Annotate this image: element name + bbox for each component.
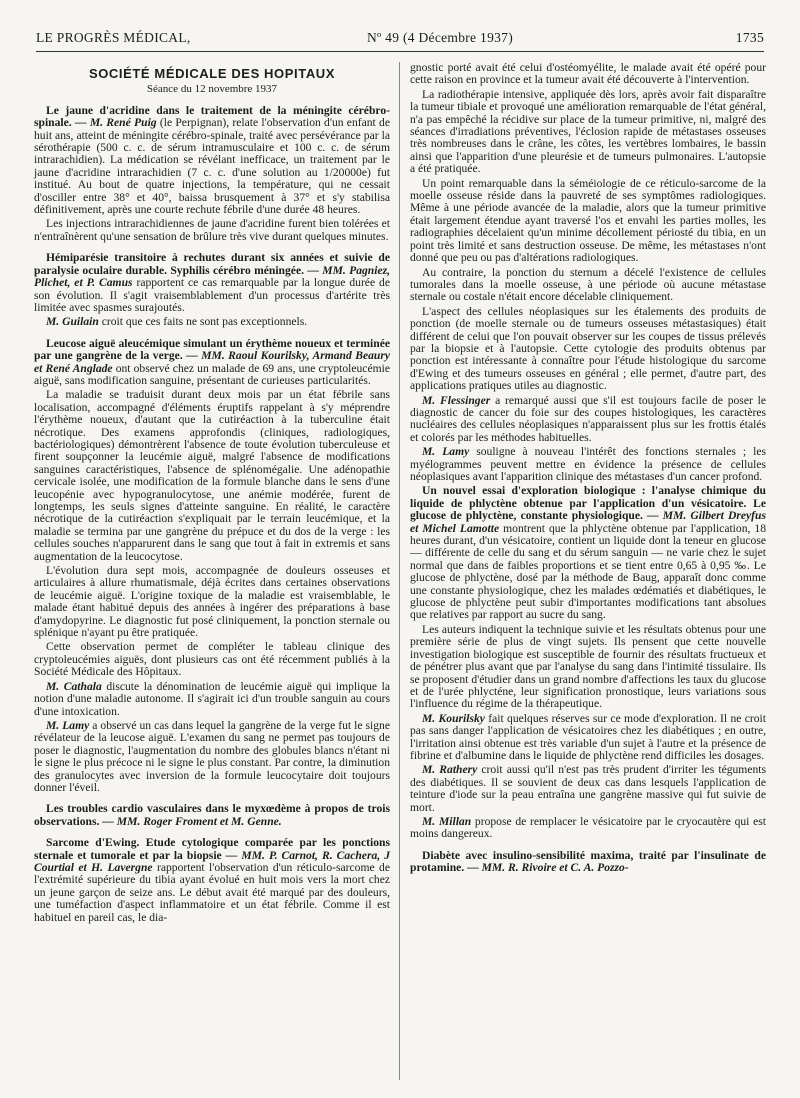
article-paragraph: La maladie se traduisit durant deux mois par un état fébrile sans localisation, accompagné d'éléments éruptifs rappelant à s'y méprendre l'érythème noueux, d'autant que la cutiréaction à la tuberculine était nécrotique. Des examens approfondis (cliniques, radiologiques, bactériologiques) démontrèrent l'absence de toute évolution tuberculeuse et firent soupçonner la leucémie aiguë, malgré l'absence de modifications sanguines caractéristiques, l'absence de splénomégalie. Une adénopathie cervicale isolée, une modification de la formule blanche dans le sens d'une leucopénie avec hypogranulocytose, une anémie modérée, furent de longtemps, les seuls signes d'atteinte sanguine. En réalité, le caractère nécrotique de la cutiréaction s'expliquait par le terrain leucémique, et la maladie se termina par une gangrène du prépuce et du dos de la verge : les cellules souches n'apparurent dans le sang que tout à fait in extremis et sans augmentation de la leucocytose. (34, 388, 390, 563)
left-column (34, 62, 390, 926)
article-body: rapportent ce cas remarquable par la longue durée de son évolution. Il s'agit vraisemblablement d'un processus d'artérite très limitée avec spasmes surajoutés. (34, 276, 390, 314)
discussant-name: M. Kourilsky (422, 711, 485, 725)
article-paragraph: Les auteurs indiquent la technique suivie et les résultats obtenus pour une première série de plus de vingt sujets. Ils pensent que cette nouvelle investigation biologique est susceptible de fournir des résultats fructueux et de pénétrer plus avant que par l'analyse du sang dans l'intimité tissulaire. Ils se proposent d'étudier dans un grand nombre d'affections les taux du glucose et de l'urée phlycténe, leur signification pronostique, leurs variations sous l'influence du régime de la thérapeutique. (410, 622, 766, 711)
article-authors: — M. René Puig (74, 116, 157, 130)
column-divider (399, 62, 400, 1080)
article-paragraph (410, 764, 766, 814)
article-myxoedeme (34, 803, 390, 828)
article-paragraph: L'aspect des cellules néoplasiques sur les étalements des produits de ponction (de moelle sternale ou de tumeurs osseuses métastasiques) était différent de celui que l'on pouvait observer sur les coupes de tissus prélevés par la biopsie et à l'autopsie. Cette cytologie des produits obtenus par ponction est intéressante à connaître pour l'étude histologique du sarcome d'Ewing et des tumeurs osseuses en général ; elle permet, d'autre part, des applications pratiques utiles au diagnostic. (410, 304, 766, 393)
article-body: (le Perpignan), relate l'observation d'un enfant de huit ans, atteint de méningite cérébro-spinale, traité avec persévérance par la sérothérapie (500 c. c. de sérum intramusculaire et 100 c. c. de sérum intrarachidien). La médication se révélant inefficace, un traitement par le jaune d'acridine intrarachidien (7 c. c. d'une solution au 1/20000e) fut institué. Au bout de quatre injections, la température, qui ne cessait d'osciller entre 38° et 40°, baissa brusquement à 37° et s'y stabilisa définitivement, après une courte rechute fébrile d'une durée 48 heures. (34, 116, 390, 217)
article-authors: — MM. Pagniez, Plichet, et P. Camus (34, 263, 391, 290)
discussant-name: M. Rathery (422, 763, 478, 777)
article-ewing (34, 837, 390, 924)
discussant-name: M. Lamy (46, 718, 90, 732)
discussion-text: croit que ces faits ne sont pas exceptionnels. (98, 315, 308, 329)
article-paragraph (34, 837, 390, 924)
article-paragraph: Un point remarquable dans la séméiologie de ce réticulo-sarcome de la moelle osseuse réside dans la pauvreté de ses symptômes radiologiques. Même à une période avancée de la maladie, alors que la tumeur primitive était largement étendue ayant traversé l'os et envahi les parties molles, les radiographies décelaient qu'un minime décollement périosté du tibia, en un point très limité et sans destruction osseuse. De même, les métastases n'ont donné que peu ou pas d'altérations radiologiques. (410, 176, 766, 265)
article-paragraph (34, 338, 390, 388)
article-paragraph: L'évolution dura sept mois, accompagnée de douleurs osseuses et articulaires à allure rhumatismale, déjà écrites dans certaines observations de leucémie aiguë. L'origine toxique de la maladie est vraisemblable, le malade étant habitué depuis des années à ingérer des préparations à base d'amydopyrine. Le diagnostic fut posé cliniquement, la ponction sternale ou splénique n'ayant pu être pratiquée. (34, 564, 390, 640)
article-paragraph (34, 720, 390, 794)
article-paragraph: Cette observation permet de compléter le tableau clinique des cryptoleucémies aiguës, dont plusieurs cas ont été récemment publiés à la Société Médicale des Hôpitaux. (34, 640, 390, 679)
article-hemiparesie (34, 252, 390, 328)
discussion-text: propose de remplacer le vésicatoire par le cryocautère qui est moins dangereux. (410, 814, 767, 841)
discussion-text: croit aussi qu'il n'est pas très prudent d'irriter les téguments des diabétiques. Il se souvient de deux cas dans lesquels l'application de teinture d'iode sur la peau entraîna une gangrène massive qui fut suivie de mort. (410, 763, 766, 814)
discussion-text: discute la dénomination de leucémie aiguë qui implique la notion d'une maladie autonome. Il s'agirait ici d'un trouble sanguin au cours d'une intoxication. (34, 679, 390, 718)
article-body: rapportent l'observation d'un réticulo-sarcome de l'extrémité supérieure du tibia ayant évolué en huit mois vers la mort chez un jeune garçon de seize ans. Le début avait été marqué par des douleurs, une tuméfaction d'aspect inflammatoire et un état fébrile. Comme il est habituel en pareil cas, le dia- (34, 860, 390, 924)
article-title: Le jaune d'acridine dans le traitement de la méningite cérébro-spinale. (34, 103, 390, 130)
page-number: 1735 (735, 30, 764, 45)
journal-title: LE PROGRÈS MÉDICAL, (36, 30, 191, 45)
article-body: montrent que la phlyctène obtenue par l'application, 18 heures durant, d'un vésicatoire, contient un liquide dont la teneur en glucose — différente de celle du sang et du sérum sanguin — ne varie chez le sujet normal que dans de faibles proportions et se tient entre 0,65 à 0,95 ‰. Le glucose de phlyctène, dosé par la méthode de Baug, apparaît donc comme une constante physiologique, chez les malades œdématiés et diabétiques, le glucose de phlyctène peut subir d'importantes modifications tant absolues que relatives par rapport au sucre du sang. (410, 521, 766, 622)
discussion-text: fait quelques réserves sur ce mode d'exploration. Il ne croit pas sans danger l'application de vésicatoires chez les diabétiques ; en outre, l'irritation ainsi obtenue est très variable d'un sujet à l'autre et la présence de fibrine et d'albumine dans le liquide de phlyctène rend difficiles les dosages. (410, 711, 766, 762)
article-authors: — MM. Gilbert Dreyfus et Michel Lamotte (410, 509, 767, 535)
article-authors: — MM. Roger Froment et M. Genne. (102, 814, 282, 828)
article-title: Les troubles cardio vasculaires dans le myxœdème à propos de trois observations. (34, 802, 390, 828)
article-paragraph: Les injections intrarachidiennes de jaune d'acridine furent bien tolérées et n'entraînèrent qu'une sensation de brûlure très vive durant quelques minutes. (34, 217, 390, 243)
article-paragraph: Au contraire, la ponction du sternum a décelé l'existence de cellules tumorales dans la moelle osseuse, à une période où aucune métastase sternale ou costale n'était encore décelable cliniquement. (410, 265, 766, 304)
article-authors: — MM. P. Carnot, R. Cachera, J Courtial et H. Lavergne (34, 848, 391, 874)
article-paragraph: La radiothérapie intensive, appliquée dès lors, après avoir fait disparaître la tumeur tibiale et provoqué une amélioration remarquable de l'état général, n'a pas empêché la récidive sur place de la tumeur primitive, ni, malgré des séances d'irradiations préventives, l'éclosion rapide de métastases osseuses très nombreuses dans le crâne, les côtes, les vertèbres lombaires, le bassin ainsi que l'apparition d'une pleurésie et de tumeurs pulmonaires. L'autopsie a été pratiquée. (410, 87, 766, 176)
article-paragraph (34, 803, 390, 828)
header-rule (36, 51, 764, 52)
article-leucose (34, 338, 390, 795)
right-column (410, 62, 766, 877)
article-authors: — MM. Raoul Kourilsky, Armand Beaury et René Anglade (34, 349, 391, 375)
discussant-name: M. Lamy (422, 445, 470, 459)
issue-info: Nº 49 (4 Décembre 1937) (366, 30, 514, 45)
article-paragraph: gnostic porté avait été celui d'ostéomyélite, le malade avait été opéré pour cette raison en province et la tumeur avait été découverte à l'intervention. (410, 61, 766, 87)
article-paragraph (410, 395, 766, 445)
article-paragraph (410, 816, 766, 841)
discussion-text: a observé un cas dans lequel la gangrène de la verge fut le signe révélateur de la leucose aiguë. L'examen du sang ne permet pas toujours de poser le diagnostic, l'augmentation du nombre des globules blancs n'étant ni le signe le plus précoce ni le signe le plus constant. Par contre, la diminution des granulocytes avec inversion de la formule leucocytaire doit toujours donner l'éveil. (34, 718, 390, 794)
article-paragraph (34, 105, 390, 217)
article-authors: — MM. R. Rivoire et C. A. Pozzo- (467, 861, 629, 875)
article-title: Leucose aiguë aleucémique simulant un érythème noueux et terminée par une gangrène de la verge. (34, 336, 390, 363)
seance-date: Séance du 12 novembre 1937 (146, 83, 278, 96)
running-header (36, 30, 764, 52)
article-title: Sarcome d'Ewing. Etude cytologique comparée par les ponctions sternale et tumorale et par la biopsie (34, 836, 390, 862)
article-paragraph (410, 446, 766, 483)
article-paragraph (410, 713, 766, 763)
discussant-name: M. Millan (422, 814, 472, 828)
discussant-name: M. Flessinger (422, 393, 491, 407)
article-paragraph (34, 681, 390, 718)
discussant-name: M. Cathala (46, 679, 102, 693)
discussion-text: souligne à nouveau l'intérêt des fonctions sternales ; les myélogrammes peuvent mettre en évidence la présence de cellules néoplasiques avant l'apparition clinique des métastases d'un cancer profond. (410, 445, 766, 483)
article-paragraph (410, 850, 766, 875)
article-paragraph (34, 316, 390, 328)
discussion-text: a remarqué aussi que s'il est toujours facile de poser le diagnostic de cancer du foie sur des coupes histologiques, les caractères nucléaires des cellules néoplasiques n'apparaissent plus sur les frottis étalés et colorés par les méthodes habituelles. (410, 393, 766, 444)
article-title: Hémiparésie transitoire à rechutes durant six années et suivie de paralysie oculaire durable. Syphilis cérébro méningée. (34, 251, 390, 277)
article-phlyctene (410, 485, 766, 840)
article-paragraph (34, 252, 390, 314)
article-paragraph (410, 485, 766, 621)
article-acridine (34, 105, 390, 243)
section-title: SOCIÉTÉ MÉDICALE DES HOPITAUX (88, 66, 336, 81)
article-body: ont observé chez un malade de 69 ans, une cryptoleucémie aiguë, sans modification sanguine, présentant de curieuses particularités. (34, 361, 390, 387)
discussant-name: M. Guilain (46, 315, 99, 329)
article-title: Diabète avec insulino-sensibilité maxima, traité par l'insulinate de protamine. (410, 848, 766, 875)
article-diabete (410, 850, 766, 875)
article-title: Un nouvel essai d'exploration biologique : l'analyse chimique du liquide de phlyctène obtenue par l'application d'un vésicatoire. Le glucose de phlyctène, constante physiologique. (410, 484, 766, 523)
